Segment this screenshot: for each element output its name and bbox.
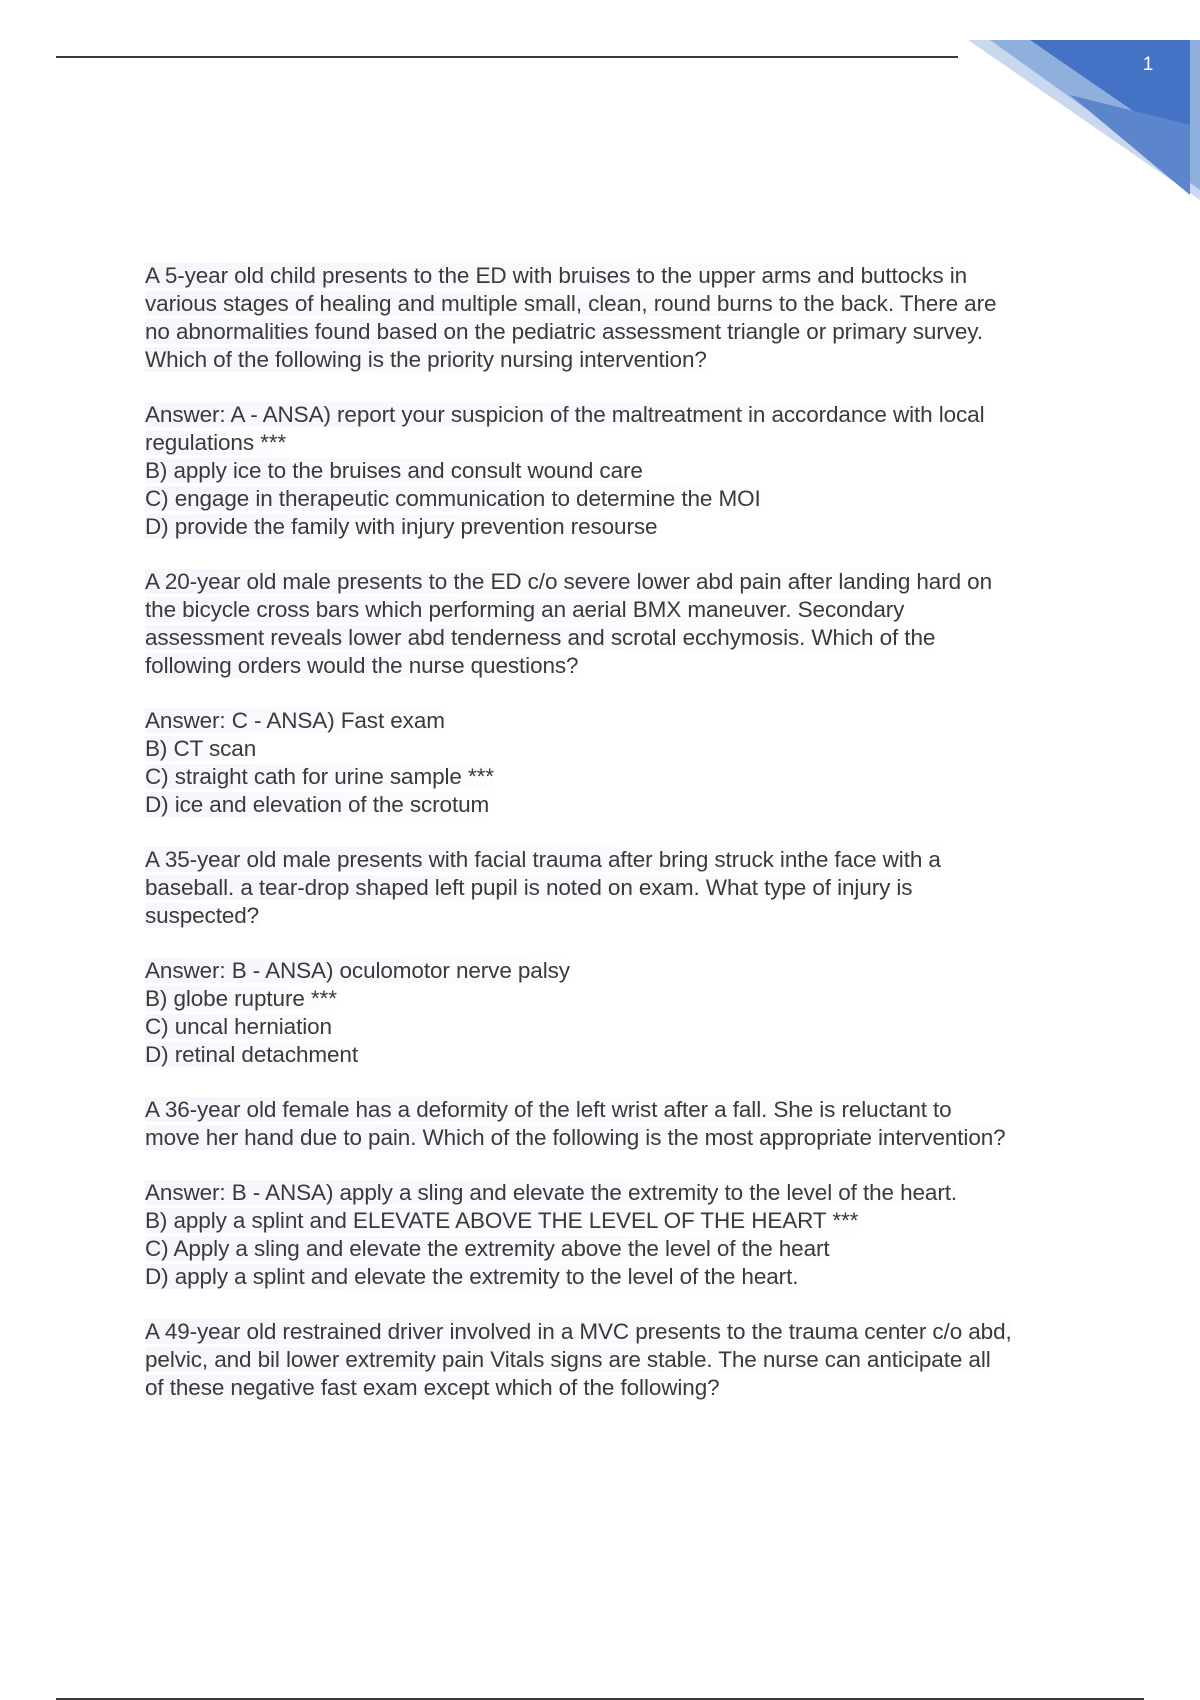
header-rule — [56, 56, 958, 58]
question-line: various stages of healing and multiple small, clean, round burns to the back. There are — [145, 291, 997, 316]
answer-line: B) apply ice to the bruises and consult wound care — [145, 458, 643, 483]
question-3 — [145, 846, 1105, 930]
question-4 — [145, 1096, 1105, 1152]
question-line: following orders would the nurse questions? — [145, 653, 579, 678]
answer-line: B) CT scan — [145, 736, 257, 761]
answer-line: regulations *** — [145, 430, 287, 455]
answer-line: Answer: B - ANSA) apply a sling and elevate the extremity to the level of the heart. — [145, 1180, 958, 1205]
answer-line: D) ice and elevation of the scrotum — [145, 792, 490, 817]
answer-1 — [145, 401, 1105, 541]
corner-decoration — [940, 0, 1200, 210]
question-line: pelvic, and bil lower extremity pain Vitals signs are stable. The nurse can anticipate all — [145, 1347, 991, 1372]
question-line: of these negative fast exam except which of the following? — [145, 1375, 720, 1400]
question-line: A 20-year old male presents to the ED c/o severe lower abd pain after landing hard on — [145, 569, 993, 594]
answer-line: B) globe rupture *** — [145, 986, 337, 1011]
page-number: 1 — [1142, 54, 1154, 75]
question-line: the bicycle cross bars which performing an aerial BMX maneuver. Secondary — [145, 597, 905, 622]
answer-line: D) provide the family with injury prevention resourse — [145, 514, 658, 539]
question-line: move her hand due to pain. Which of the following is the most appropriate intervention? — [145, 1125, 1006, 1150]
question-1 — [145, 262, 1105, 374]
answer-line: C) Apply a sling and elevate the extremity above the level of the heart — [145, 1236, 830, 1261]
qa-block-2 — [145, 568, 1105, 819]
qa-block-1 — [145, 262, 1105, 541]
answer-2 — [145, 707, 1105, 819]
answer-3 — [145, 957, 1105, 1069]
document-body — [145, 262, 1105, 1429]
answer-line: Answer: A - ANSA) report your suspicion of the maltreatment in accordance with local — [145, 402, 985, 427]
answer-line: C) engage in therapeutic communication to determine the MOI — [145, 486, 761, 511]
question-line: no abnormalities found based on the pediatric assessment triangle or primary survey. — [145, 319, 983, 344]
question-5 — [145, 1318, 1105, 1402]
question-2 — [145, 568, 1105, 680]
answer-line: Answer: B - ANSA) oculomotor nerve palsy — [145, 958, 570, 983]
answer-line: Answer: C - ANSA) Fast exam — [145, 708, 445, 733]
qa-block-4 — [145, 1096, 1105, 1291]
answer-line: D) apply a splint and elevate the extremity to the level of the heart. — [145, 1264, 799, 1289]
answer-line: D) retinal detachment — [145, 1042, 359, 1067]
answer-line: C) uncal herniation — [145, 1014, 332, 1039]
question-line: A 5-year old child presents to the ED with bruises to the upper arms and buttocks in — [145, 263, 968, 288]
answer-4 — [145, 1179, 1105, 1291]
answer-line: B) apply a splint and ELEVATE ABOVE THE LEVEL OF THE HEART *** — [145, 1208, 859, 1233]
question-line: assessment reveals lower abd tenderness and scrotal ecchymosis. Which of the — [145, 625, 936, 650]
qa-block-3 — [145, 846, 1105, 1069]
qa-block-5 — [145, 1318, 1105, 1402]
question-line: baseball. a tear-drop shaped left pupil is noted on exam. What type of injury is — [145, 875, 913, 900]
question-line: A 49-year old restrained driver involved in a MVC presents to the trauma center c/o abd, — [145, 1319, 1012, 1344]
question-line: A 36-year old female has a deformity of the left wrist after a fall. She is reluctant to — [145, 1097, 952, 1122]
question-line: A 35-year old male presents with facial trauma after bring struck inthe face with a — [145, 847, 941, 872]
question-line: Which of the following is the priority nursing intervention? — [145, 347, 707, 372]
answer-line: C) straight cath for urine sample *** — [145, 764, 494, 789]
question-line: suspected? — [145, 903, 260, 928]
